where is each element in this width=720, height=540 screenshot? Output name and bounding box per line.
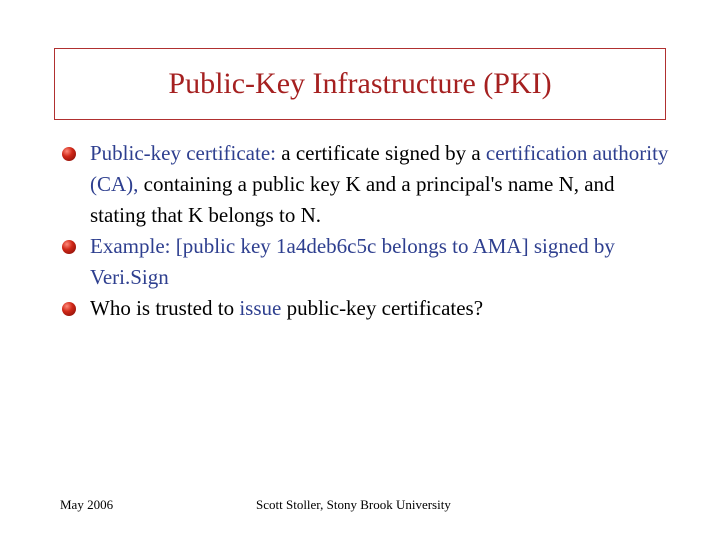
bullet-item-certificate <box>62 138 672 231</box>
red-ball-bullet-icon <box>62 147 76 161</box>
red-ball-bullet-icon <box>62 240 76 254</box>
red-ball-bullet-icon <box>62 302 76 316</box>
term-example: Example: <box>90 234 171 258</box>
term-certification-authority: certification authority (CA), <box>90 141 669 196</box>
bullet-text: public-key certificates? <box>281 296 484 320</box>
bullet-text: containing a public key K and a principal's name N, and stating that K belongs to N. <box>90 172 615 227</box>
slide-title: Public-Key Infrastructure (PKI) <box>168 67 552 100</box>
footer-author: Scott Stoller, Stony Brook University <box>256 497 451 512</box>
term-issue: issue <box>239 296 282 320</box>
footer-date: May 2006 <box>60 497 114 512</box>
bullet-text: Who is trusted to <box>90 296 240 320</box>
bullet-item-question <box>62 293 672 324</box>
bullet-item-example <box>62 231 672 293</box>
title-frame <box>54 48 666 120</box>
bullet-list <box>62 138 672 324</box>
example-certificate: [public key 1a4deb6c5c belongs to AMA] signed by Veri.Sign <box>90 234 615 289</box>
term-public-key-certificate: Public-key certificate: <box>90 141 276 165</box>
bullet-text: a certificate signed by a <box>276 141 486 165</box>
